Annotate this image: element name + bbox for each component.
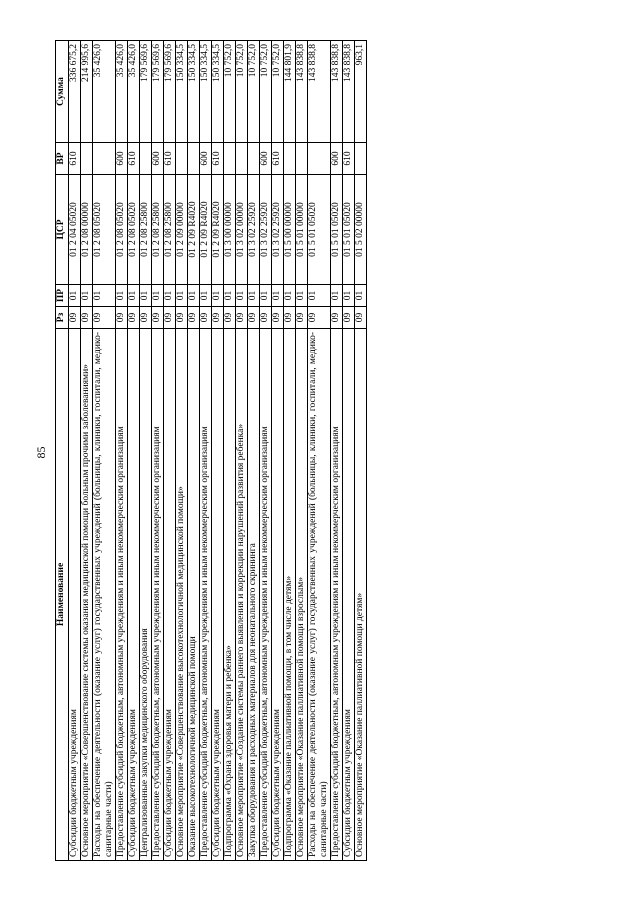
table-row [284,41,296,861]
cell-vr: 600 [200,143,212,175]
cell-sum: 150 334,5 [176,41,188,143]
cell-rz: 09 [331,307,343,329]
table-row [272,41,284,861]
cell-name: Субсидии бюджетным учреждениям [128,329,140,861]
table-row [176,41,188,861]
table-row [116,41,128,861]
cell-pr: 01 [140,285,152,307]
table-row [93,41,116,861]
header-vr: ВР [56,143,69,175]
page-number: 85 [34,446,48,459]
cell-vr: 610 [128,143,140,175]
cell-sum: 336 675,2 [69,41,81,143]
header-rz: Рз [56,307,69,329]
table-row [296,41,308,861]
cell-rz: 09 [176,307,188,329]
cell-pr: 01 [81,285,93,307]
cell-name: Основное мероприятие «Создание системы раннего выявления и коррекции нарушений развития ребенка» [236,329,248,861]
cell-csr: 01 2 04 05020 [69,175,81,285]
table-row [212,41,224,861]
cell-vr: 610 [343,143,355,175]
cell-rz: 09 [236,307,248,329]
cell-vr: 610 [272,143,284,175]
cell-name: Субсидии бюджетным учреждениям [164,329,176,861]
cell-csr: 01 5 01 05020 [331,175,343,285]
budget-table [55,40,367,861]
cell-pr: 01 [176,285,188,307]
cell-name: Предоставление субсидий бюджетным, автономным учреждениям и иным некоммерческим организациям [260,329,272,861]
cell-name: Расходы на обеспечение деятельности (оказание услуг) государственных учреждений (больницы, клиники, госпитали, медико-санитарные части) [308,329,331,861]
cell-csr: 01 2 08 05020 [93,175,116,285]
cell-vr [188,143,200,175]
table-row [200,41,212,861]
cell-name: Основное мероприятие «Оказание паллиативной помощи взрослым» [296,329,308,861]
cell-pr: 01 [212,285,224,307]
table-row [331,41,343,861]
cell-name: Предоставление субсидий бюджетным, автономным учреждениям и иным некоммерческим организациям [200,329,212,861]
cell-rz: 09 [355,307,367,329]
cell-sum: 143 838,8 [308,41,331,143]
cell-vr [140,143,152,175]
table-row [164,41,176,861]
cell-csr: 01 3 02 25920 [248,175,260,285]
table-row [224,41,236,861]
cell-sum: 143 838,8 [343,41,355,143]
cell-csr: 01 2 08 25800 [152,175,164,285]
table-row [188,41,200,861]
table-header-row [56,41,69,861]
cell-sum: 143 838,8 [331,41,343,143]
cell-sum: 179 569,6 [140,41,152,143]
cell-pr: 01 [128,285,140,307]
table-row [248,41,260,861]
cell-name: Субсидии бюджетным учреждениям [343,329,355,861]
cell-rz: 09 [212,307,224,329]
cell-csr: 01 3 00 00000 [224,175,236,285]
cell-csr: 01 2 09 R4020 [212,175,224,285]
cell-name: Основное мероприятие «Совершенствование высокотехнологичной медицинской помощи» [176,329,188,861]
header-name: Наименование [56,329,69,861]
cell-csr: 01 3 02 25920 [272,175,284,285]
cell-pr: 01 [331,285,343,307]
cell-vr: 610 [212,143,224,175]
cell-pr: 01 [284,285,296,307]
cell-rz: 09 [200,307,212,329]
cell-sum: 35 426,0 [128,41,140,143]
cell-vr [93,143,116,175]
cell-name: Расходы на обеспечение деятельности (оказание услуг) государственных учреждений (больницы, клиники, госпитали, медико-санитарные части) [93,329,116,861]
cell-vr: 600 [152,143,164,175]
cell-name: Субсидии бюджетным учреждениям [69,329,81,861]
table-row [140,41,152,861]
cell-rz: 09 [69,307,81,329]
cell-csr: 01 2 09 R4020 [188,175,200,285]
table-row [260,41,272,861]
cell-vr: 610 [69,143,81,175]
cell-csr: 01 2 08 05020 [128,175,140,285]
cell-name: Подпрограмма «Оказание паллиативной помощи, в том числе детям» [284,329,296,861]
cell-name: Основное мероприятие «Совершенствование системы оказания медицинской помощи больным прочими заболеваниями» [81,329,93,861]
cell-vr: 610 [164,143,176,175]
table-row [343,41,355,861]
cell-vr: 600 [331,143,343,175]
cell-sum: 143 838,8 [296,41,308,143]
cell-pr: 01 [260,285,272,307]
cell-csr: 01 5 01 05020 [308,175,331,285]
cell-pr: 01 [248,285,260,307]
table-row [236,41,248,861]
cell-name: Предоставление субсидий бюджетным, автономным учреждениям и иным некоммерческим организациям [116,329,128,861]
cell-sum: 35 426,0 [116,41,128,143]
cell-name: Субсидии бюджетным учреждениям [272,329,284,861]
cell-pr: 01 [116,285,128,307]
cell-sum: 144 801,9 [284,41,296,143]
cell-sum: 10 752,0 [224,41,236,143]
cell-sum: 214 995,6 [81,41,93,143]
cell-sum: 10 752,0 [260,41,272,143]
header-csr: ЦСР [56,175,69,285]
cell-vr [176,143,188,175]
cell-rz: 09 [116,307,128,329]
cell-pr: 01 [93,285,116,307]
table-row [128,41,140,861]
cell-name: Закупка оборудования и расходных материалов для неонатального скрининга [248,329,260,861]
cell-vr [81,143,93,175]
table-row [355,41,367,861]
cell-pr: 01 [272,285,284,307]
cell-vr: 600 [116,143,128,175]
cell-sum: 150 334,5 [212,41,224,143]
cell-pr: 01 [188,285,200,307]
cell-csr: 01 5 01 05020 [343,175,355,285]
cell-name: Основное мероприятие «Оказание паллиативной помощи детям» [355,329,367,861]
cell-vr [308,143,331,175]
cell-sum: 10 752,0 [236,41,248,143]
cell-sum: 150 334,5 [188,41,200,143]
cell-name: Предоставление субсидий бюджетным, автономным учреждениям и иным некоммерческим организациям [152,329,164,861]
cell-name: Оказание высокотехнологичной медицинской помощи [188,329,200,861]
header-pr: ПР [56,285,69,307]
cell-rz: 09 [140,307,152,329]
cell-csr: 01 3 02 00000 [236,175,248,285]
cell-name: Субсидии бюджетным учреждениям [212,329,224,861]
cell-rz: 09 [308,307,331,329]
cell-csr: 01 2 08 25800 [164,175,176,285]
cell-sum: 179 569,6 [152,41,164,143]
cell-csr: 01 2 08 00000 [81,175,93,285]
cell-pr: 01 [308,285,331,307]
cell-sum: 10 752,0 [248,41,260,143]
cell-csr: 01 2 09 R4020 [200,175,212,285]
cell-rz: 09 [224,307,236,329]
cell-sum: 35 426,0 [93,41,116,143]
cell-vr [248,143,260,175]
cell-pr: 01 [236,285,248,307]
cell-vr [236,143,248,175]
table-body [69,41,367,861]
cell-rz: 09 [93,307,116,329]
cell-rz: 09 [152,307,164,329]
cell-vr [284,143,296,175]
cell-rz: 09 [260,307,272,329]
cell-pr: 01 [152,285,164,307]
cell-vr [296,143,308,175]
cell-rz: 09 [272,307,284,329]
cell-sum: 179 569,6 [164,41,176,143]
cell-pr: 01 [200,285,212,307]
cell-csr: 01 3 02 25920 [260,175,272,285]
cell-rz: 09 [188,307,200,329]
cell-sum: 963,1 [355,41,367,143]
cell-pr: 01 [343,285,355,307]
cell-vr [224,143,236,175]
table-row [69,41,81,861]
table-row [152,41,164,861]
table-row [81,41,93,861]
cell-pr: 01 [296,285,308,307]
cell-pr: 01 [69,285,81,307]
cell-csr: 01 2 09 00000 [176,175,188,285]
cell-name: Предоставление субсидий бюджетным, автономным учреждениям и иным некоммерческим организациям [331,329,343,861]
cell-vr: 600 [260,143,272,175]
cell-csr: 01 5 01 00000 [296,175,308,285]
cell-rz: 09 [248,307,260,329]
cell-name: Подпрограмма «Охрана здоровья матери и ребенка» [224,329,236,861]
header-sum: Сумма [56,41,69,143]
cell-pr: 01 [355,285,367,307]
cell-sum: 150 334,5 [200,41,212,143]
cell-pr: 01 [164,285,176,307]
cell-csr: 01 2 08 25800 [140,175,152,285]
cell-csr: 01 5 00 00000 [284,175,296,285]
table-row [308,41,331,861]
cell-sum: 10 752,0 [272,41,284,143]
cell-rz: 09 [164,307,176,329]
cell-rz: 09 [81,307,93,329]
cell-rz: 09 [343,307,355,329]
cell-rz: 09 [128,307,140,329]
cell-csr: 01 5 02 00000 [355,175,367,285]
cell-rz: 09 [296,307,308,329]
cell-csr: 01 2 08 05020 [116,175,128,285]
cell-vr [355,143,367,175]
cell-pr: 01 [224,285,236,307]
cell-name: Централизованные закупки медицинского оборудования [140,329,152,861]
cell-rz: 09 [284,307,296,329]
